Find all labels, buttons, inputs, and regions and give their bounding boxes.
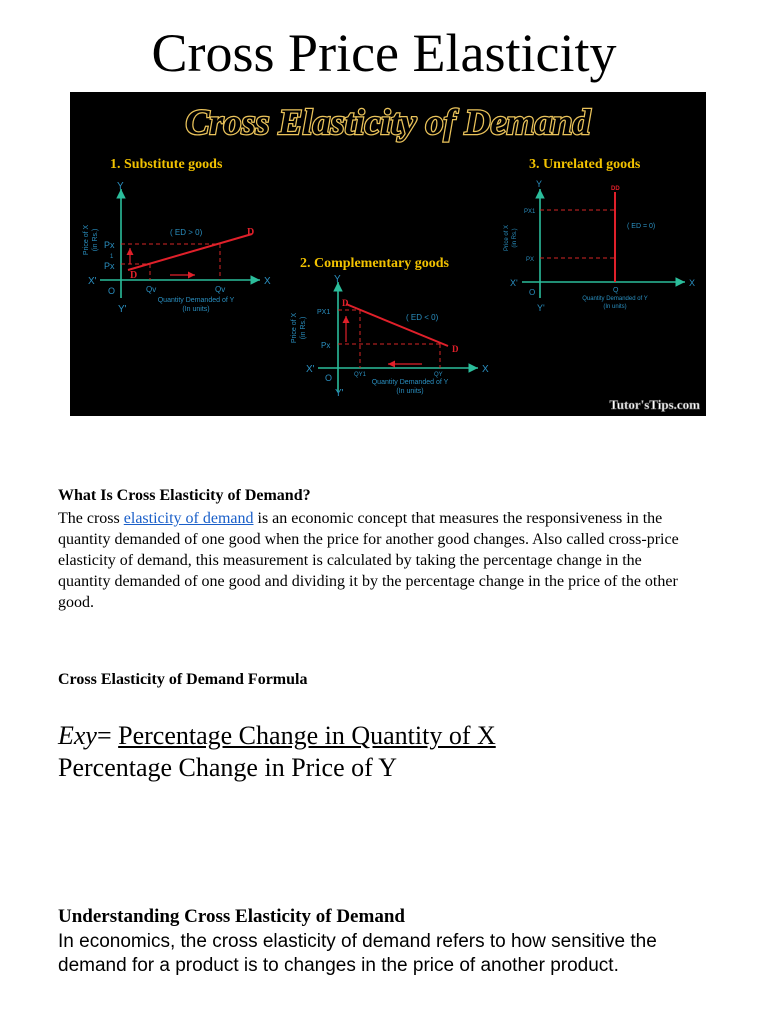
panel3-y-neg-label: Y' [537, 303, 545, 313]
section-body-what-is [58, 508, 698, 613]
elasticity-of-demand-link[interactable]: elasticity of demand [123, 510, 254, 527]
panel2-curve-label-bottom: D [452, 344, 459, 354]
figure-banner: Cross Elasticity of Demand [185, 102, 591, 142]
panel2-q1: QY1 [354, 372, 367, 378]
formula-block [58, 720, 536, 784]
panel-complementary-goods [291, 256, 489, 399]
panel2-heading: 2. Complementary goods [300, 256, 449, 271]
panel-unrelated-goods [504, 157, 695, 313]
panel-substitute-goods [83, 157, 271, 315]
panel1-q1: Qv [146, 285, 157, 294]
body-text-after-link: is an economic concept that measures the responsiveness in the quantity demanded of one good when the price for another good changes. Also called cross-price elasticity of demand, this measurement is calculated by taking the percentage change in the quantity demanded of one good and dividing it by the percentage change in the price of the other good. [58, 510, 679, 611]
panel3-x-neg-label: X' [510, 278, 518, 288]
panel2-condition: ( ED < 0) [406, 313, 439, 322]
panel2-ylabel-unit: (in Rs.) [300, 316, 307, 340]
panel3-origin: O [529, 288, 536, 297]
panel2-demand-curve [346, 304, 448, 346]
panel3-ylabel: Price of X [504, 224, 510, 252]
panel1-origin: O [108, 286, 116, 296]
panel1-condition: ( ED > 0) [170, 228, 203, 237]
panel3-curve-label: DD [611, 186, 620, 192]
panel2-curve-label-top: D [342, 298, 349, 308]
figure-watermark: Tutor'sTips.com [609, 397, 700, 412]
panel2-y-label: Y [334, 274, 341, 285]
section-heading-formula: Cross Elasticity of Demand Formula [58, 671, 308, 688]
panel2-ylabel: Price of X [291, 312, 298, 344]
panel3-xlabel-unit: (In units) [603, 304, 627, 310]
formula-denominator: Percentage Change in Price of Y [58, 753, 398, 782]
panel1-xlabel-unit: (In units) [182, 306, 210, 313]
panel1-q2: Qv [215, 285, 226, 294]
panel3-heading: 3. Unrelated goods [529, 157, 641, 172]
panel3-x-label: X [689, 278, 696, 288]
formula-numerator: Percentage Change in Quantity of X [118, 721, 496, 750]
panel1-curve-label-bottom: D [130, 270, 138, 281]
body-text-before-link: The cross [58, 510, 124, 527]
panel1-x-neg-label: X' [88, 276, 97, 287]
panel1-px-mid: 1 [110, 254, 114, 260]
figure-svg [70, 92, 706, 416]
panel2-x-label: X [482, 364, 489, 375]
section-heading-understanding: Understanding Cross Elasticity of Demand [58, 906, 405, 927]
panel2-px-bottom: Px [321, 341, 331, 350]
page-title: Cross Price Elasticity [151, 23, 617, 83]
panel3-q: Q [613, 287, 619, 294]
formula-equals: = [96, 721, 119, 750]
panel3-px-top: PX1 [524, 209, 536, 215]
panel1-ylabel: Price of X [83, 224, 90, 256]
formula-variable: Exy [58, 721, 97, 750]
panel1-demand-curve [128, 234, 252, 270]
panel1-px-bottom: Px [104, 261, 115, 271]
panel1-px-top: Px [104, 240, 115, 250]
panel1-curve-label-top: D [247, 227, 255, 238]
section-heading-what-is: What Is Cross Elasticity of Demand? [58, 487, 311, 504]
panel1-heading: 1. Substitute goods [110, 157, 223, 172]
panel2-y-neg-label: Y' [335, 388, 344, 399]
panel1-x-label: X [264, 276, 271, 287]
panel1-y-label: Y [117, 181, 124, 192]
panel1-ylabel-unit: (in Rs.) [92, 228, 99, 252]
panel3-ylabel-unit: (in Rs.) [512, 228, 518, 248]
section-body-understanding: In economics, the cross elasticity of demand refers to how sensitive the demand for a product is to changes in the price of another product. [58, 931, 657, 976]
panel3-condition: ( ED = 0) [627, 223, 656, 230]
panel2-px-top: PX1 [317, 309, 331, 316]
panel2-q2: QY [434, 372, 443, 378]
panel2-xlabel: Quantity Demanded of Y [371, 379, 449, 386]
panel2-xlabel-unit: (In units) [396, 388, 424, 395]
panel1-y-neg-label: Y' [118, 304, 127, 315]
panel2-origin: O [325, 373, 333, 383]
panel3-px-bottom: PX [526, 257, 535, 263]
formula-numerator-line [58, 720, 536, 752]
panel1-xlabel: Quantity Demanded of Y [157, 297, 235, 304]
cross-elasticity-figure [70, 92, 706, 416]
panel3-xlabel: Quantity Demanded of Y [582, 296, 648, 302]
panel3-y-label: Y [536, 179, 543, 189]
panel2-x-neg-label: X' [306, 364, 315, 375]
